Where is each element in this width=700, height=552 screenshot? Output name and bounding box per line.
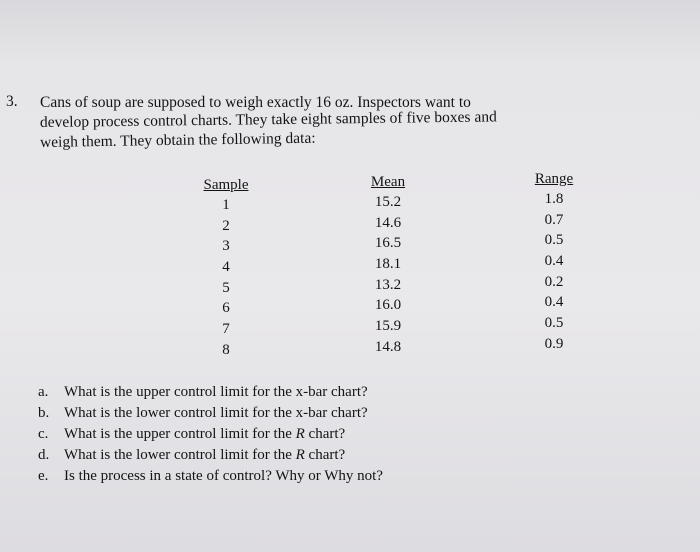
- sample-cell: 2: [222, 217, 230, 234]
- question-text-post: chart?: [304, 426, 346, 442]
- mean-cell: 13.2: [374, 276, 402, 293]
- range-cell: 0.4: [544, 253, 564, 270]
- question-list: [38, 382, 383, 487]
- question-text-italic: R: [295, 447, 305, 463]
- range-cell: 0.5: [544, 315, 564, 332]
- problem-number: 3.: [6, 93, 18, 110]
- question-text-italic: R: [295, 426, 305, 442]
- question-text: Is the process in a state of control? Why or Why not?: [64, 468, 383, 484]
- range-cell: 0.2: [544, 273, 564, 290]
- range-header: Range: [534, 171, 574, 187]
- range-cell: 1.8: [544, 191, 564, 207]
- stem-line-1: Cans of soup are supposed to weigh exactly 16 oz. Inspectors want to: [40, 94, 471, 111]
- range-cell: 0.4: [544, 294, 564, 311]
- question-e: [38, 466, 383, 487]
- sample-cell: 1: [222, 197, 230, 213]
- question-a: [38, 382, 383, 403]
- sample-cell: 4: [222, 259, 230, 276]
- stem-line-3: weigh them. They obtain the following data:: [39, 129, 316, 151]
- mean-cell: 15.9: [374, 318, 402, 335]
- question-c: [38, 424, 383, 445]
- question-text-pre: What is the lower control limit for the: [64, 447, 296, 463]
- mean-cell: 14.8: [374, 338, 402, 355]
- sample-cell: 3: [222, 238, 230, 255]
- sample-cell: 5: [222, 279, 230, 296]
- question-letter: c.: [38, 426, 49, 442]
- sample-column: [196, 177, 256, 361]
- sample-cell: 7: [222, 321, 230, 338]
- range-column: [524, 171, 584, 355]
- question-text-post: chart?: [304, 447, 346, 463]
- question-text: What is the lower control limit for the x-bar chart?: [64, 405, 368, 421]
- mean-header: Mean: [370, 174, 406, 190]
- mean-cell: 14.6: [374, 214, 402, 231]
- mean-cell: 16.0: [374, 297, 402, 314]
- mean-cell: 15.2: [374, 194, 402, 210]
- question-text: What is the upper control limit for the x-bar chart?: [64, 384, 368, 400]
- question-letter: a.: [38, 384, 49, 400]
- range-cell: 0.5: [544, 232, 564, 249]
- question-letter: d.: [38, 447, 50, 463]
- sample-cell: 8: [222, 341, 230, 358]
- question-d: [38, 445, 383, 466]
- range-cell: 0.9: [544, 335, 564, 352]
- question-letter: e.: [38, 468, 49, 484]
- sample-header: Sample: [203, 177, 249, 193]
- mean-cell: 18.1: [374, 256, 402, 273]
- mean-cell: 16.5: [374, 235, 402, 252]
- sample-cell: 6: [222, 300, 230, 317]
- mean-column: [358, 174, 418, 358]
- question-letter: b.: [38, 405, 50, 421]
- problem-stem: [40, 93, 640, 153]
- range-cell: 0.7: [544, 211, 564, 228]
- question-text-pre: What is the upper control limit for the: [64, 426, 296, 442]
- stem-line-2: develop process control charts. They take eight samples of five boxes and: [39, 108, 497, 131]
- question-b: [38, 403, 383, 424]
